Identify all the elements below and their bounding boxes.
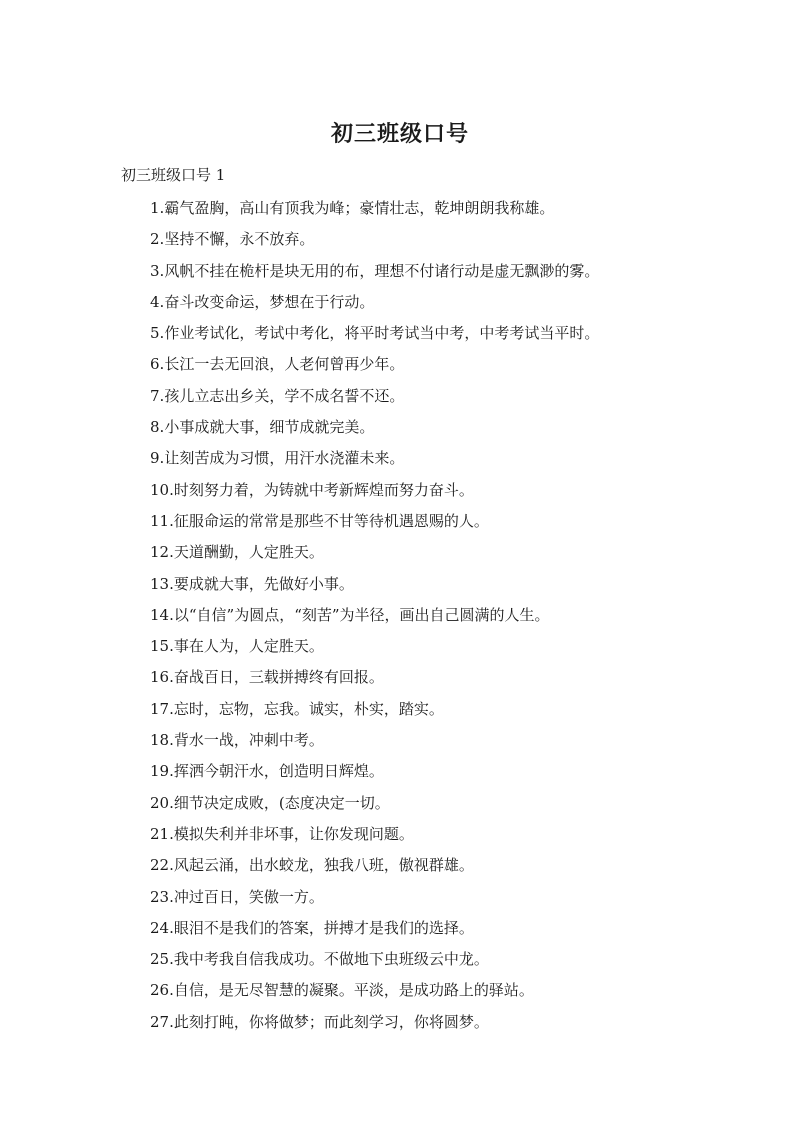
item-text: 霸气盈胸，高山有顶我为峰；豪情壮志，乾坤朗朗我称雄。	[164, 199, 555, 217]
item-number: 9.	[150, 449, 165, 468]
item-number: 21.	[150, 824, 174, 843]
item-number: 1.	[150, 199, 165, 217]
item-number: 8.	[150, 418, 165, 437]
list-item	[150, 349, 710, 380]
item-text: 孩儿立志出乡关，学不成名誓不还。	[164, 386, 405, 405]
list-item	[150, 662, 710, 693]
item-number: 19.	[150, 762, 174, 781]
item-number: 17.	[150, 699, 174, 718]
item-number: 12.	[150, 543, 174, 562]
item-text: 细节决定成败，(态度决定一切。	[173, 793, 390, 812]
item-text: 忘时，忘物，忘我。诚实，朴实，踏实。	[173, 699, 444, 718]
item-number: 18.	[150, 731, 174, 750]
item-number: 25.	[150, 950, 174, 969]
item-text: 此刻打盹，你将做梦；而此刻学习，你将圆梦。	[173, 1012, 489, 1031]
item-number: 27.	[150, 1012, 174, 1031]
item-text: 模拟失利并非坏事，让你发现问题。	[173, 824, 414, 843]
item-text: 奋斗改变命运，梦想在于行动。	[164, 292, 375, 311]
item-number: 2.	[150, 230, 165, 249]
item-number: 6.	[150, 355, 165, 374]
list-item	[150, 631, 710, 662]
item-text: 长江一去无回浪，人老何曾再少年。	[164, 355, 405, 374]
list-item	[150, 788, 710, 819]
list-item	[150, 224, 710, 255]
list-item	[150, 882, 710, 913]
item-text: 奋战百日，三载拼搏终有回报。	[173, 668, 384, 687]
item-text: 让刻苦成为习惯，用汗水浇灌未来。	[164, 449, 405, 468]
list-item	[150, 944, 710, 975]
list-item	[150, 725, 710, 756]
item-number: 4.	[150, 292, 165, 311]
item-number: 14.	[150, 605, 174, 624]
item-number: 24.	[150, 918, 174, 937]
item-text: 坚持不懈，永不放弃。	[164, 230, 315, 249]
list-item	[150, 850, 710, 881]
item-number: 26.	[150, 981, 174, 1000]
item-number: 5.	[150, 324, 165, 343]
item-text: 以“自信”为圆点，“刻苦”为半径，画出自己圆满的人生。	[173, 605, 550, 624]
item-number: 20.	[150, 793, 174, 812]
item-text: 自信，是无尽智慧的凝聚。平淡，是成功路上的驿站。	[173, 981, 534, 1000]
list-item	[150, 600, 710, 631]
list-item	[150, 756, 710, 787]
item-text: 风帆不挂在桅杆是块无用的布，理想不付诸行动是虚无飘渺的雾。	[164, 261, 600, 280]
list-item	[150, 506, 710, 537]
slogan-list	[150, 193, 710, 1038]
item-number: 7.	[150, 386, 165, 405]
item-number: 15.	[150, 637, 174, 656]
list-item	[150, 193, 710, 224]
item-text: 天道酬勤，人定胜天。	[173, 543, 324, 562]
item-text: 冲过百日，笑傲一方。	[173, 887, 324, 906]
list-item	[150, 537, 710, 568]
list-item	[150, 256, 710, 287]
list-item	[150, 287, 710, 318]
item-text: 风起云涌，出水蛟龙，独我八班，傲视群雄。	[173, 856, 474, 875]
list-item	[150, 475, 710, 506]
item-text: 小事成就大事，细节成就完美。	[164, 418, 375, 437]
list-item	[150, 913, 710, 944]
item-number: 11.	[150, 511, 174, 530]
item-text: 事在人为，人定胜天。	[173, 637, 324, 656]
item-number: 23.	[150, 887, 174, 906]
item-number: 3.	[150, 261, 165, 280]
list-item	[150, 318, 710, 349]
item-number: 22.	[150, 856, 174, 875]
list-item	[150, 412, 710, 443]
item-text: 挥洒今朝汗水，创造明日辉煌。	[173, 762, 384, 781]
item-text: 征服命运的常常是那些不甘等待机遇恩赐的人。	[173, 511, 489, 530]
item-number: 16.	[150, 668, 174, 687]
list-item	[150, 569, 710, 600]
list-item	[150, 975, 710, 1006]
item-text: 作业考试化，考试中考化，将平时考试当中考，中考考试当平时。	[164, 324, 600, 343]
list-item	[150, 381, 710, 412]
item-text: 时刻努力着，为铸就中考新辉煌而努力奋斗。	[173, 480, 474, 499]
item-number: 13.	[150, 574, 174, 593]
item-text: 要成就大事，先做好小事。	[173, 574, 354, 593]
document-title: 初三班级口号	[330, 122, 469, 147]
section-heading: 初三班级口号 1	[121, 166, 226, 184]
item-text: 我中考我自信我成功。不做地下虫班级云中龙。	[173, 950, 489, 969]
item-text: 背水一战，冲刺中考。	[173, 731, 324, 750]
list-item	[150, 694, 710, 725]
list-item	[150, 1007, 710, 1038]
item-number: 10.	[150, 480, 174, 499]
list-item	[150, 819, 710, 850]
item-text: 眼泪不是我们的答案，拼搏才是我们的选择。	[173, 918, 474, 937]
list-item	[150, 443, 710, 474]
